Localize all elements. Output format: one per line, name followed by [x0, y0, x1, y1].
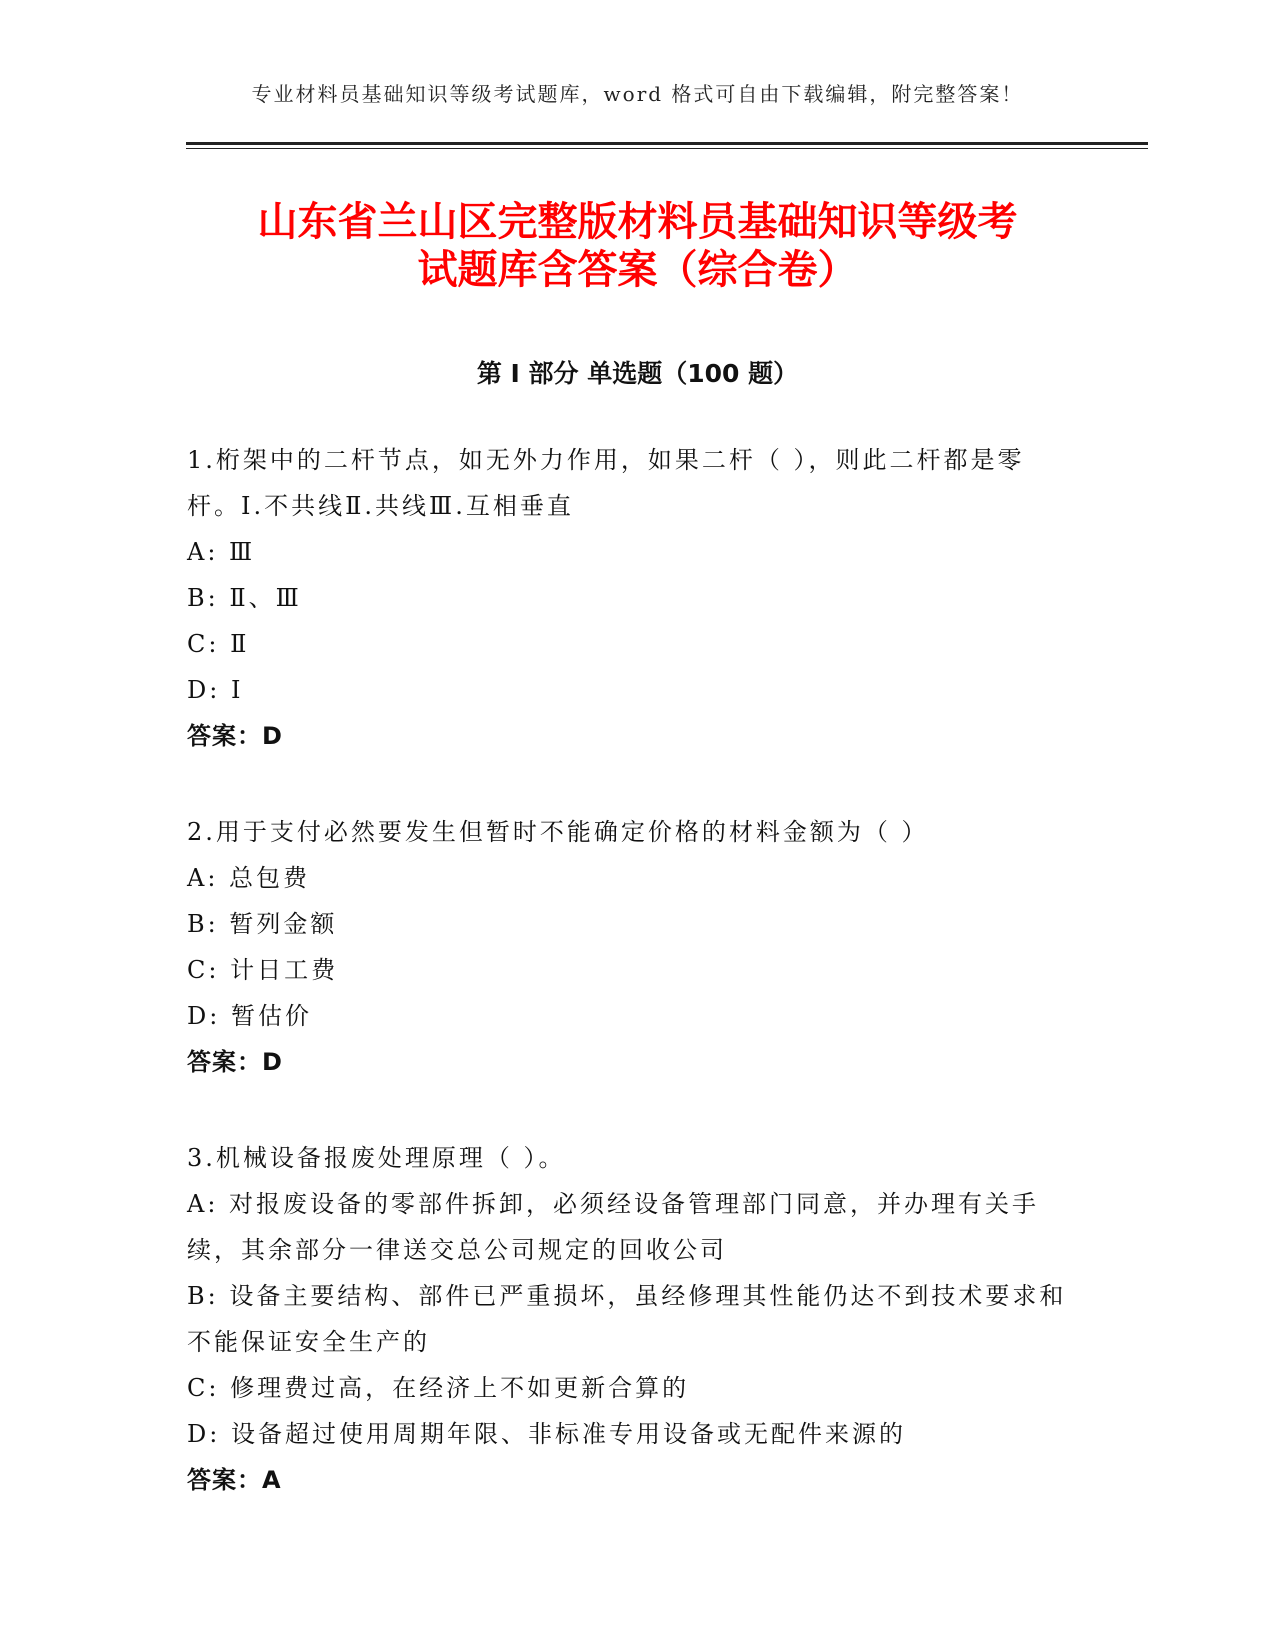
question-3: [187, 1135, 1067, 1503]
header-note: 专业材料员基础知识等级考试题库，word 格式可自由下载编辑，附完整答案！: [251, 82, 1024, 106]
option-d: D: I: [187, 676, 244, 704]
document-title: [0, 198, 1275, 294]
answer-label: 答案：D: [187, 1048, 283, 1076]
option-a: A: Ⅲ: [187, 538, 256, 566]
option-d: D: 暂估价: [187, 1002, 312, 1030]
question-1: [187, 437, 1067, 759]
option-c: C: 修理费过高，在经济上不如更新合算的: [187, 1374, 690, 1402]
question-stem: 1.桁架中的二杆节点，如无外力作用，如果二杆（ ），则此二杆都是零杆。I.不共线Ⅱ.共线Ⅲ.互相垂直: [187, 446, 1025, 520]
option-a: A: 总包费: [187, 864, 311, 892]
answer-label: 答案：A: [187, 1466, 282, 1494]
section-title: 第 I 部分 单选题（100 题）: [476, 359, 799, 388]
header-divider-thick: [186, 142, 1148, 145]
option-c: C: Ⅱ: [187, 630, 250, 658]
answer-label: 答案：D: [187, 722, 283, 750]
option-c: C: 计日工费: [187, 956, 339, 984]
question-list: [187, 437, 1067, 1553]
header-divider-thin: [186, 148, 1148, 149]
option-a: A: 对报废设备的零部件拆卸，必须经设备管理部门同意，并办理有关手续，其余部分一律送交总公司规定的回收公司: [187, 1190, 1040, 1264]
option-b: B: 设备主要结构、部件已严重损坏，虽经修理其性能仍达不到技术要求和不能保证安全生产的: [187, 1282, 1067, 1356]
question-stem: 2.用于支付必然要发生但暂时不能确定价格的材料金额为（ ）: [187, 818, 929, 846]
option-b: B: Ⅱ、Ⅲ: [187, 584, 302, 612]
option-b: B: 暂列金额: [187, 910, 338, 938]
document-title-line-2: 试题库含答案（综合卷）: [417, 247, 858, 293]
question-2: [187, 809, 1067, 1085]
option-d: D: 设备超过使用周期年限、非标准专用设备或无配件来源的: [187, 1420, 906, 1448]
document-title-line-1: 山东省兰山区完整版材料员基础知识等级考: [257, 199, 1018, 245]
question-stem: 3.机械设备报废处理原理（ ）。: [187, 1144, 566, 1172]
